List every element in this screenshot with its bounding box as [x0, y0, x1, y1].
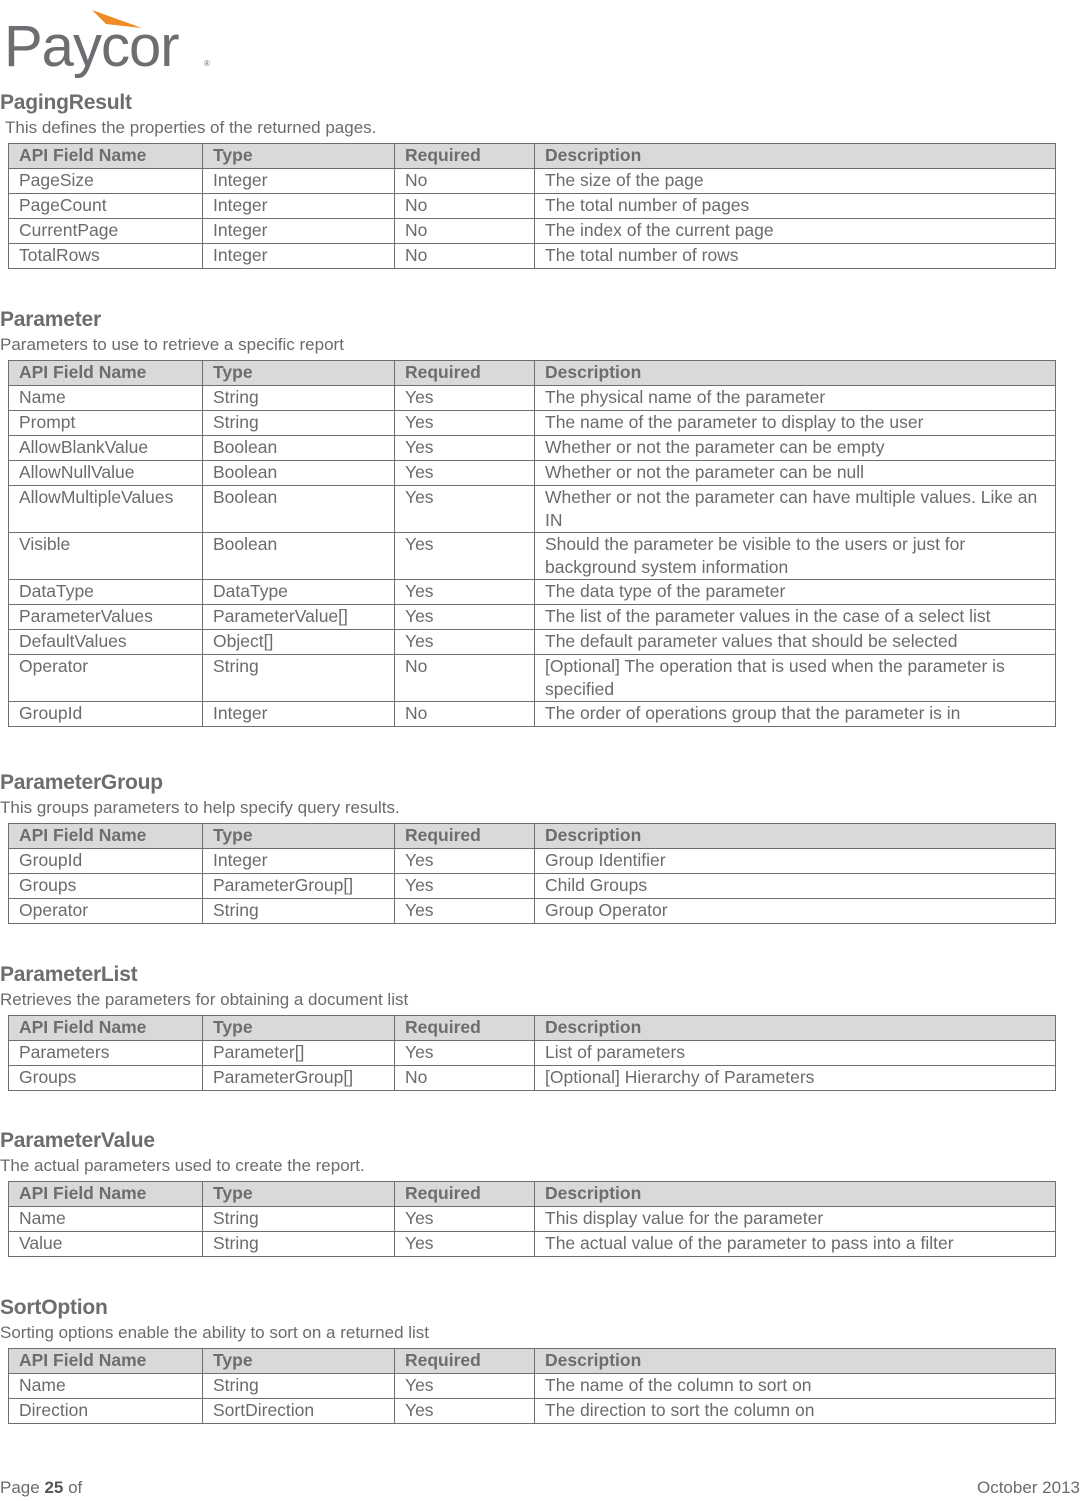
column-header-type: Type [203, 144, 395, 169]
cell-type: Integer [203, 244, 395, 269]
api-table [8, 143, 1056, 269]
column-header-description: Description [535, 1182, 1056, 1207]
cell-field-name: Groups [9, 874, 203, 899]
column-header-description: Description [535, 824, 1056, 849]
cell-field-name: AllowNullValue [9, 461, 203, 486]
cell-description: The list of the parameter values in the case of a select list [535, 605, 1056, 630]
cell-required: Yes [395, 1041, 535, 1066]
cell-description: The total number of pages [535, 194, 1056, 219]
column-header-required: Required [395, 824, 535, 849]
cell-required: Yes [395, 580, 535, 605]
column-header-required: Required [395, 1182, 535, 1207]
cell-description: Whether or not the parameter can have multiple values. Like an IN [535, 486, 1056, 533]
column-header-field-name: API Field Name [9, 1016, 203, 1041]
section-parameter [0, 307, 1058, 727]
cell-type: ParameterGroup[] [203, 874, 395, 899]
cell-required: Yes [395, 436, 535, 461]
table-row [9, 899, 1056, 924]
cell-field-name: AllowBlankValue [9, 436, 203, 461]
table-row [9, 1232, 1056, 1257]
table-row [9, 1041, 1056, 1066]
column-header-description: Description [535, 1016, 1056, 1041]
column-header-description: Description [535, 1349, 1056, 1374]
table-row [9, 436, 1056, 461]
cell-description: The physical name of the parameter [535, 386, 1056, 411]
cell-field-name: Operator [9, 655, 203, 702]
table-header-row [9, 361, 1056, 386]
cell-required: Yes [395, 411, 535, 436]
cell-type: DataType [203, 580, 395, 605]
table-header-row [9, 144, 1056, 169]
cell-required: Yes [395, 630, 535, 655]
cell-type: Boolean [203, 486, 395, 533]
column-header-description: Description [535, 144, 1056, 169]
section-description: This groups parameters to help specify query results. [0, 798, 400, 817]
section-description: Retrieves the parameters for obtaining a document list [0, 990, 409, 1009]
cell-type: ParameterGroup[] [203, 1066, 395, 1091]
cell-type: Integer [203, 702, 395, 727]
cell-description: This display value for the parameter [535, 1207, 1056, 1232]
cell-description: List of parameters [535, 1041, 1056, 1066]
cell-field-name: AllowMultipleValues [9, 486, 203, 533]
page-suffix: of [68, 1478, 83, 1497]
cell-description: The default parameter values that should be selected [535, 630, 1056, 655]
paycor-logo [4, 4, 219, 84]
section-title: Parameter [0, 308, 101, 331]
cell-field-name: DataType [9, 580, 203, 605]
registered-mark: ® [204, 59, 210, 68]
cell-field-name: Prompt [9, 411, 203, 436]
section-title: SortOption [0, 1296, 108, 1319]
cell-field-name: Parameters [9, 1041, 203, 1066]
table-row [9, 605, 1056, 630]
cell-required: No [395, 169, 535, 194]
cell-description: The size of the page [535, 169, 1056, 194]
section-description: Sorting options enable the ability to sort on a returned list [0, 1323, 430, 1342]
table-row [9, 169, 1056, 194]
cell-type: String [203, 386, 395, 411]
cell-description: The data type of the parameter [535, 580, 1056, 605]
cell-type: Integer [203, 169, 395, 194]
section-parametergroup [0, 770, 1058, 924]
table-row [9, 533, 1056, 580]
cell-field-name: ParameterValues [9, 605, 203, 630]
cell-type: Boolean [203, 533, 395, 580]
section-title: ParameterValue [0, 1129, 155, 1152]
cell-required: Yes [395, 899, 535, 924]
cell-type: String [203, 655, 395, 702]
cell-type: String [203, 1232, 395, 1257]
column-header-field-name: API Field Name [9, 1182, 203, 1207]
cell-field-name: Visible [9, 533, 203, 580]
cell-required: Yes [395, 849, 535, 874]
section-pagingresult [0, 90, 1058, 269]
cell-description: The name of the column to sort on [535, 1374, 1056, 1399]
cell-field-name: CurrentPage [9, 219, 203, 244]
cell-required: Yes [395, 461, 535, 486]
cell-required: Yes [395, 874, 535, 899]
cell-description: [Optional] Hierarchy of Parameters [535, 1066, 1056, 1091]
api-table [8, 823, 1056, 924]
table-row [9, 580, 1056, 605]
cell-type: Boolean [203, 461, 395, 486]
section-description: Parameters to use to retrieve a specific report [0, 335, 344, 354]
section-title: ParameterGroup [0, 771, 163, 794]
cell-required: No [395, 194, 535, 219]
cell-required: Yes [395, 1207, 535, 1232]
table-row [9, 1399, 1056, 1424]
api-table [8, 1348, 1056, 1424]
table-row [9, 874, 1056, 899]
cell-description: The index of the current page [535, 219, 1056, 244]
table-header-row [9, 1349, 1056, 1374]
cell-description: The actual value of the parameter to pass into a filter [535, 1232, 1056, 1257]
cell-field-name: Groups [9, 1066, 203, 1091]
table-row [9, 1207, 1056, 1232]
cell-field-name: PageSize [9, 169, 203, 194]
cell-type: String [203, 899, 395, 924]
cell-required: No [395, 655, 535, 702]
cell-required: Yes [395, 486, 535, 533]
api-table [8, 360, 1056, 727]
cell-required: Yes [395, 1399, 535, 1424]
page-prefix: Page [0, 1478, 40, 1497]
cell-required: No [395, 1066, 535, 1091]
table-header-row [9, 1016, 1056, 1041]
cell-field-name: GroupId [9, 702, 203, 727]
table-row [9, 411, 1056, 436]
table-row [9, 219, 1056, 244]
table-row [9, 244, 1056, 269]
cell-description: Should the parameter be visible to the users or just for background system information [535, 533, 1056, 580]
table-row [9, 1066, 1056, 1091]
cell-type: String [203, 1207, 395, 1232]
table-row [9, 630, 1056, 655]
cell-description: Whether or not the parameter can be null [535, 461, 1056, 486]
cell-field-name: GroupId [9, 849, 203, 874]
section-title: PagingResult [0, 91, 132, 114]
section-parameterlist [0, 962, 1058, 1091]
page-number-value: 25 [44, 1478, 64, 1497]
cell-required: No [395, 702, 535, 727]
table-row [9, 655, 1056, 702]
cell-field-name: Name [9, 386, 203, 411]
logo-text: Paycor [4, 14, 179, 79]
cell-type: SortDirection [203, 1399, 395, 1424]
table-row [9, 702, 1056, 727]
cell-required: Yes [395, 605, 535, 630]
cell-required: No [395, 244, 535, 269]
column-header-type: Type [203, 1349, 395, 1374]
table-row [9, 194, 1056, 219]
table-row [9, 486, 1056, 533]
cell-description: Whether or not the parameter can be empty [535, 436, 1056, 461]
column-header-type: Type [203, 361, 395, 386]
column-header-type: Type [203, 1182, 395, 1207]
cell-type: ParameterValue[] [203, 605, 395, 630]
table-row [9, 386, 1056, 411]
cell-field-name: Name [9, 1207, 203, 1232]
column-header-required: Required [395, 144, 535, 169]
section-parametervalue [0, 1128, 1058, 1257]
cell-description: Child Groups [535, 874, 1056, 899]
cell-description: Group Operator [535, 899, 1056, 924]
cell-type: Boolean [203, 436, 395, 461]
column-header-field-name: API Field Name [9, 824, 203, 849]
cell-field-name: PageCount [9, 194, 203, 219]
section-title: ParameterList [0, 963, 138, 986]
cell-type: String [203, 1374, 395, 1399]
footer-date: October 2013 [976, 1478, 1080, 1497]
cell-description: Group Identifier [535, 849, 1056, 874]
cell-field-name: TotalRows [9, 244, 203, 269]
column-header-field-name: API Field Name [9, 1349, 203, 1374]
cell-description: The name of the parameter to display to the user [535, 411, 1056, 436]
cell-required: Yes [395, 533, 535, 580]
cell-field-name: Direction [9, 1399, 203, 1424]
cell-type: String [203, 411, 395, 436]
cell-required: Yes [395, 1374, 535, 1399]
column-header-required: Required [395, 1016, 535, 1041]
column-header-required: Required [395, 361, 535, 386]
table-header-row [9, 1182, 1056, 1207]
table-row [9, 849, 1056, 874]
section-description: This defines the properties of the returned pages. [5, 118, 377, 137]
cell-type: Parameter[] [203, 1041, 395, 1066]
cell-required: Yes [395, 1232, 535, 1257]
cell-type: Integer [203, 194, 395, 219]
column-header-required: Required [395, 1349, 535, 1374]
cell-required: No [395, 219, 535, 244]
section-sortoption [0, 1295, 1058, 1424]
cell-description: [Optional] The operation that is used when the parameter is specified [535, 655, 1056, 702]
cell-type: Integer [203, 219, 395, 244]
cell-type: Object[] [203, 630, 395, 655]
cell-required: Yes [395, 386, 535, 411]
table-row [9, 461, 1056, 486]
cell-field-name: Name [9, 1374, 203, 1399]
cell-description: The total number of rows [535, 244, 1056, 269]
cell-description: The order of operations group that the parameter is in [535, 702, 1056, 727]
api-table [8, 1181, 1056, 1257]
column-header-field-name: API Field Name [9, 361, 203, 386]
column-header-type: Type [203, 1016, 395, 1041]
table-header-row [9, 824, 1056, 849]
column-header-type: Type [203, 824, 395, 849]
table-row [9, 1374, 1056, 1399]
column-header-description: Description [535, 361, 1056, 386]
cell-field-name: DefaultValues [9, 630, 203, 655]
cell-field-name: Operator [9, 899, 203, 924]
page-number [0, 1478, 82, 1498]
api-table [8, 1015, 1056, 1091]
section-description: The actual parameters used to create the report. [0, 1156, 365, 1175]
cell-field-name: Value [9, 1232, 203, 1257]
cell-type: Integer [203, 849, 395, 874]
cell-description: The direction to sort the column on [535, 1399, 1056, 1424]
column-header-field-name: API Field Name [9, 144, 203, 169]
